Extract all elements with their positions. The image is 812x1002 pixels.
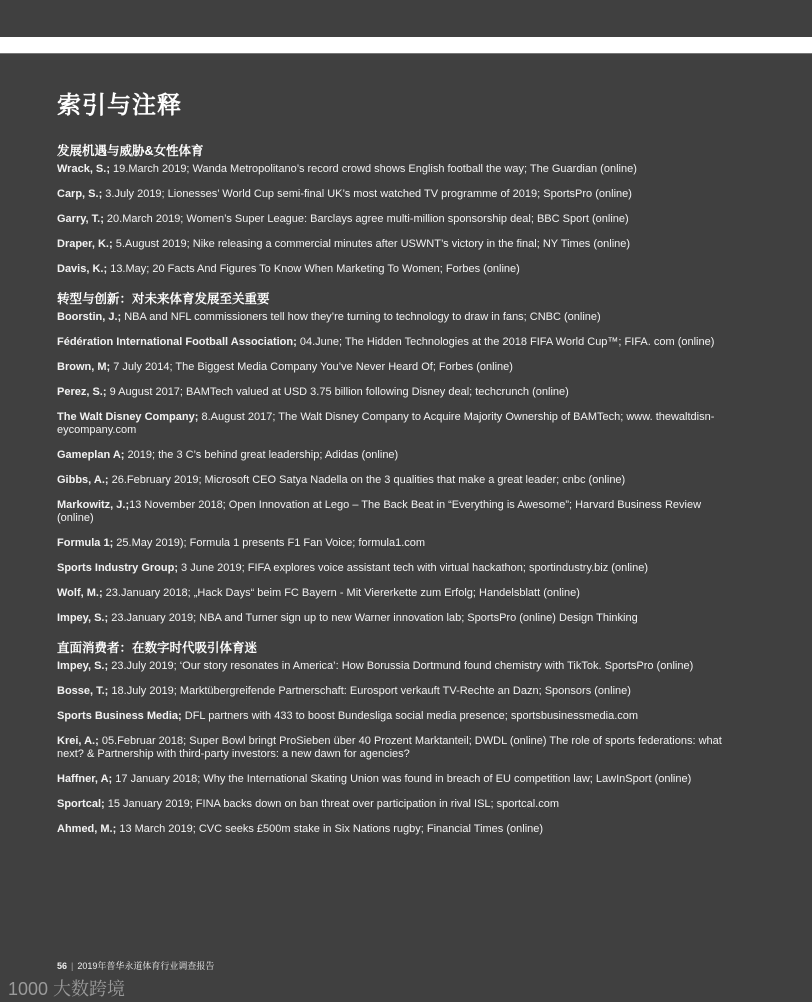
reference-text: 19.March 2019; Wanda Metropolitano’s record crowd shows English football the way; The Guardian (online) [110,163,637,175]
reference-author: Brown, M; [57,361,111,373]
reference-text: 13 March 2019; CVC seeks £500m stake in Six Nations rugby; Financial Times (online) [116,823,544,835]
reference-entry [57,710,737,723]
reference-author: Garry, T.; [57,213,104,225]
reference-entry [57,238,737,251]
footer-separator: | [71,961,74,971]
reference-author: Bosse, T.; [57,685,109,697]
reference-text: 3 June 2019; FIFA explores voice assistant tech with virtual hackathon; sportindustry.biz (online) [178,562,648,574]
page-number: 56 [57,961,68,971]
reference-text: 04.June; The Hidden Technologies at the 2018 FIFA World Cup™; FIFA. com (online) [296,336,715,348]
reference-author: Sports Industry Group; [57,562,178,574]
reference-entry [57,474,737,487]
reference-author: Haffner, A; [57,773,113,785]
reference-author: Wolf, M.; [57,587,103,599]
reference-text: 15 January 2019; FINA backs down on ban threat over participation in rival ISL; sportcal.com [104,798,559,810]
reference-author: Gameplan A; [57,449,125,461]
reference-text: 2019; the 3 C’s behind great leadership; Adidas (online) [124,449,399,461]
reference-text: 7 July 2014; The Biggest Media Company You’ve Never Heard Of; Forbes (online) [110,361,513,373]
reference-author: Davis, K.; [57,263,108,275]
reference-entry [57,660,737,673]
reference-entry [57,263,737,276]
reference-author: Fédération International Football Association; [57,336,297,348]
section-heading: 发展机遇与威胁&女性体育 [57,144,204,158]
reference-entry [57,823,737,836]
reference-text: 5.August 2019; Nike releasing a commercial minutes after USWNT’s victory in the final; NY Times (online) [112,238,631,250]
reference-author: Impey, S.; [57,660,109,672]
reference-author: The Walt Disney Company; [57,411,199,423]
reference-text: NBA and NFL commissioners tell how they’re turning to technology to draw in fans; CNBC (online) [121,311,601,323]
reference-entry [57,773,737,786]
reference-text: 13.May; 20 Facts And Figures To Know When Marketing To Women; Forbes (online) [107,263,520,275]
reference-entry [57,411,737,437]
reference-section [57,640,737,836]
reference-text: 18.July 2019; Marktübergreifende Partnerschaft: Eurosport verkauft TV-Rechte an Dazn; Sponsors (online) [108,685,631,697]
section-heading: 转型与创新：对未来体育发展至关重要 [57,292,270,306]
reference-author: Markowitz, J.; [57,499,130,511]
reference-entry [57,311,737,324]
reference-entry [57,735,737,761]
reference-author: Formula 1; [57,537,114,549]
reference-author: Carp, S.; [57,188,103,200]
reference-section [57,291,737,625]
reference-text: 17 January 2018; Why the International Skating Union was found in breach of EU competition law; LawInSport (online) [112,773,692,785]
reference-entry [57,685,737,698]
reference-text: 9 August 2017; BAMTech valued at USD 3.75 billion following Disney deal; techcrunch (online) [106,386,569,398]
document-page [0,53,812,1002]
reference-entry [57,213,737,226]
reference-entry [57,798,737,811]
top-band [0,0,812,37]
reference-author: Sportcal; [57,798,105,810]
watermark-logo: 1000 大数跨境 [8,979,126,999]
reference-author: Boorstin, J.; [57,311,122,323]
references-content [57,92,737,851]
reference-text: 23.July 2019; ‘Our story resonates in America’: How Borussia Dortmund found chemistry with TikTok. SportsPro (online) [108,660,694,672]
reference-author: Draper, K.; [57,238,113,250]
reference-entry [57,163,737,176]
reference-entry [57,612,737,625]
reference-text: DFL partners with 433 to boost Bundesliga social media presence; sportsbusinessmedia.com [181,710,639,722]
reference-text: 13 November 2018; Open Innovation at Lego – The Back Beat in “Everything is Awesome”; Harvard Business Review (online) [57,499,702,524]
reference-entry [57,336,737,349]
reference-text: 25.May 2019); Formula 1 presents F1 Fan Voice; formula1.com [113,537,426,549]
reference-text: 8.August 2017; The Walt Disney Company to Acquire Majority Ownership of BAMTech; www. thewaltdisn-eycompany.com [57,411,715,436]
reference-entry [57,361,737,374]
reference-author: Impey, S.; [57,612,109,624]
reference-author: Wrack, S.; [57,163,110,175]
reference-entry [57,449,737,462]
reference-text: 23.January 2019; NBA and Turner sign up to new Warner innovation lab; SportsPro (online) Design Thinking [108,612,638,624]
reference-entry [57,537,737,550]
reference-text: 20.March 2019; Women’s Super League: Barclays agree multi-million sponsorship deal; BBC Sport (online) [103,213,629,225]
reference-author: Sports Business Media; [57,710,182,722]
reference-author: Gibbs, A.; [57,474,109,486]
reference-entry [57,386,737,399]
reference-text: 05.Februar 2018; Super Bowl bringt ProSieben über 40 Prozent Marktanteil; DWDL (online) The role of sports federations: what next? & Partnership with third-party investors: a new dawn for agencies? [57,735,722,760]
reference-entry [57,499,737,525]
reference-section [57,143,737,276]
page-footer [57,959,214,972]
page-title: 索引与注释 [57,92,182,119]
reference-text: 26.February 2019; Microsoft CEO Satya Nadella on the 3 qualities that make a great leader; cnbc (online) [108,474,626,486]
report-title: 2019年普华永道体育行业调查报告 [77,961,215,971]
reference-author: Krei, A.; [57,735,99,747]
reference-author: Perez, S.; [57,386,107,398]
section-heading: 直面消费者：在数字时代吸引体育迷 [57,641,258,655]
reference-text: 23.January 2018; „Hack Days“ beim FC Bayern - Mit Viererkette zum Erfolg; Handelsblatt (online) [102,587,580,599]
reference-author: Ahmed, M.; [57,823,117,835]
reference-entry [57,587,737,600]
reference-entry [57,188,737,201]
reference-text: 3.July 2019; Lionesses’ World Cup semi-final UK’s most watched TV programme of 2019; SportsPro (online) [102,188,632,200]
reference-entry [57,562,737,575]
